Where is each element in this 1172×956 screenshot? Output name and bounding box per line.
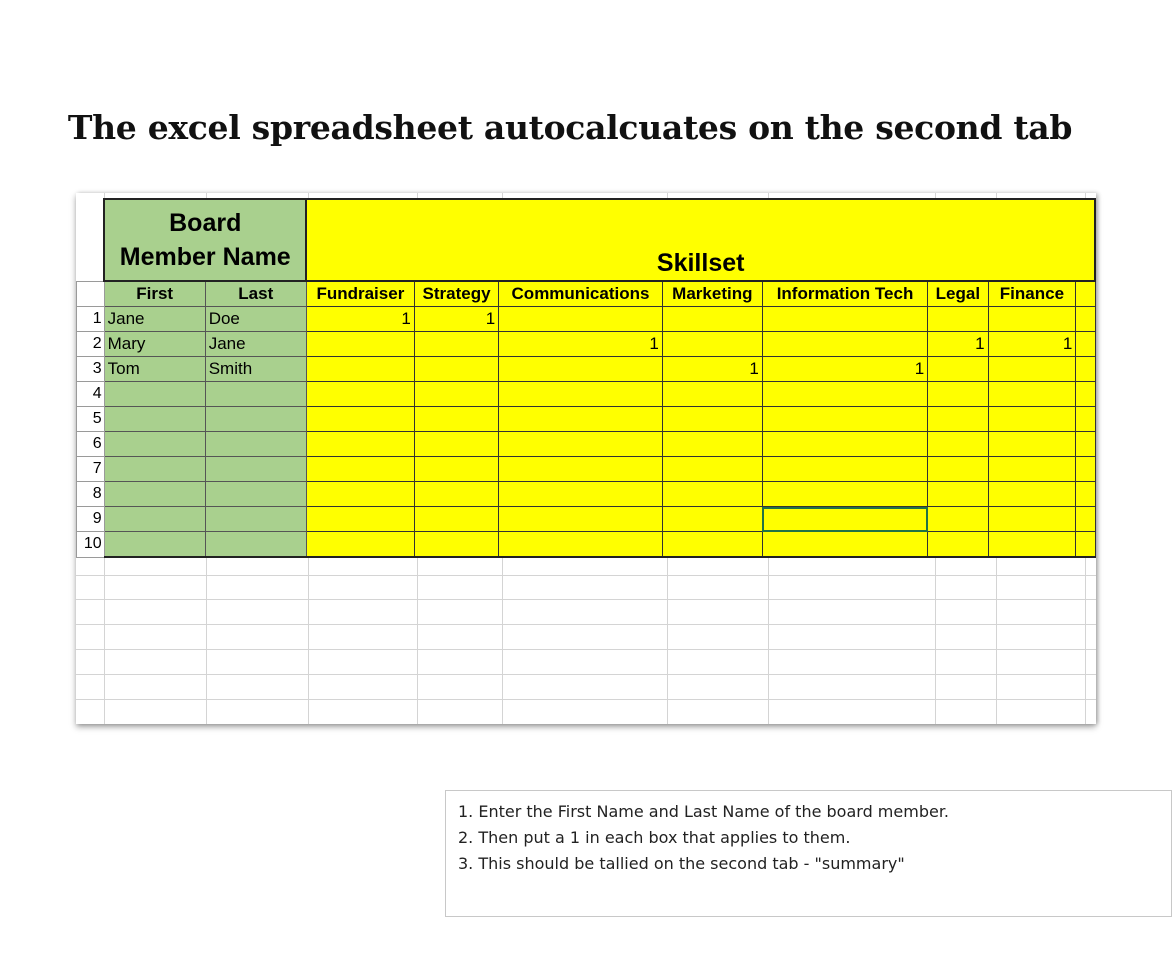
overflow-cell[interactable] — [1076, 307, 1095, 332]
skill-cell[interactable] — [762, 432, 927, 457]
skill-cell[interactable] — [928, 307, 988, 332]
table-row — [77, 332, 1096, 357]
skill-cell[interactable] — [928, 432, 988, 457]
skill-cell[interactable] — [762, 532, 927, 558]
skill-cell[interactable] — [662, 382, 762, 407]
skill-cell[interactable] — [306, 507, 414, 532]
last-name-cell[interactable] — [205, 457, 306, 482]
instruction-line: 2. Then put a 1 in each box that applies to them. — [458, 828, 851, 847]
skill-cell[interactable] — [988, 482, 1076, 507]
skill-cell[interactable] — [306, 407, 414, 432]
table-row — [77, 507, 1096, 532]
last-name-cell[interactable] — [205, 482, 306, 507]
skill-cell[interactable] — [499, 407, 663, 432]
board-header-line1: Board — [169, 209, 242, 237]
column-header-skill[interactable]: Strategy — [414, 281, 498, 307]
skill-cell[interactable] — [499, 507, 663, 532]
table-row — [77, 407, 1096, 432]
skill-cell[interactable] — [762, 482, 927, 507]
overflow-cell[interactable] — [1076, 432, 1095, 457]
row-number[interactable]: 8 — [77, 482, 105, 507]
skill-cell[interactable] — [306, 432, 414, 457]
column-header-skill[interactable]: Fundraiser — [306, 281, 414, 307]
skill-cell[interactable] — [414, 482, 498, 507]
skill-cell[interactable] — [414, 407, 498, 432]
spreadsheet[interactable] — [76, 193, 1096, 873]
column-header-skill[interactable]: Legal — [928, 281, 988, 307]
skillset-header-label: Skillset — [656, 249, 745, 277]
skill-cell[interactable] — [662, 457, 762, 482]
skill-cell[interactable] — [306, 532, 414, 558]
skill-cell[interactable] — [662, 507, 762, 532]
table-row — [77, 432, 1096, 457]
row-number[interactable]: 2 — [77, 332, 105, 357]
column-header-skill[interactable]: Communications — [499, 281, 663, 307]
first-name-cell[interactable] — [104, 482, 205, 507]
column-header-skill[interactable]: Marketing — [662, 281, 762, 307]
skill-cell[interactable] — [306, 457, 414, 482]
skill-cell[interactable] — [928, 507, 988, 532]
skill-cell[interactable] — [414, 457, 498, 482]
skill-cell[interactable] — [499, 432, 663, 457]
skill-cell[interactable] — [988, 432, 1076, 457]
last-name-cell[interactable] — [205, 382, 306, 407]
skill-cell[interactable] — [499, 357, 663, 382]
first-name-cell[interactable] — [104, 407, 205, 432]
skill-cell[interactable] — [662, 482, 762, 507]
skill-cell[interactable] — [988, 457, 1076, 482]
table-row — [77, 357, 1096, 382]
skill-cell[interactable] — [762, 507, 927, 532]
corner-cell — [77, 199, 105, 281]
skill-cell[interactable] — [499, 532, 663, 558]
skill-cell[interactable] — [988, 507, 1076, 532]
last-name-cell[interactable] — [205, 532, 306, 558]
skillset-header[interactable] — [306, 199, 1095, 281]
instruction-line: 3. This should be tallied on the second tab - "summary" — [458, 854, 905, 873]
skill-cell[interactable]: 1 — [762, 357, 927, 382]
skill-cell[interactable]: 1 — [499, 332, 663, 357]
overflow-cell[interactable] — [1076, 407, 1095, 432]
skill-cell[interactable] — [988, 382, 1076, 407]
table-row — [77, 382, 1096, 407]
overflow-cell[interactable] — [1076, 457, 1095, 482]
last-name-cell[interactable] — [205, 432, 306, 457]
first-name-cell[interactable]: Jane — [104, 307, 205, 332]
board-member-header[interactable] — [104, 199, 306, 281]
skill-cell[interactable] — [662, 332, 762, 357]
first-name-cell[interactable] — [104, 457, 205, 482]
skill-cell[interactable] — [662, 407, 762, 432]
row-number[interactable]: 6 — [77, 432, 105, 457]
instruction-line: 1. Enter the First Name and Last Name of the board member. — [458, 802, 950, 821]
last-name-cell[interactable] — [205, 407, 306, 432]
skill-cell[interactable] — [499, 307, 663, 332]
skill-cell[interactable] — [662, 432, 762, 457]
skill-cell[interactable]: 1 — [306, 307, 414, 332]
skill-cell[interactable] — [414, 332, 498, 357]
skill-cell[interactable] — [306, 482, 414, 507]
skill-cell[interactable] — [928, 482, 988, 507]
skill-cell[interactable] — [928, 382, 988, 407]
skill-cell[interactable]: 1 — [662, 357, 762, 382]
row-header-blank — [77, 281, 105, 307]
row-number[interactable]: 4 — [77, 382, 105, 407]
first-name-cell[interactable] — [104, 382, 205, 407]
column-header-overflow — [1076, 281, 1095, 307]
skill-cell[interactable] — [414, 357, 498, 382]
skill-cell[interactable] — [988, 532, 1076, 558]
skill-cell[interactable] — [762, 332, 927, 357]
last-name-cell[interactable] — [205, 507, 306, 532]
skill-cell[interactable] — [414, 507, 498, 532]
overflow-cell[interactable] — [1076, 507, 1095, 532]
first-name-cell[interactable] — [104, 507, 205, 532]
overflow-cell[interactable] — [1076, 482, 1095, 507]
skill-cell[interactable]: 1 — [928, 332, 988, 357]
skill-cell[interactable] — [928, 407, 988, 432]
skill-cell[interactable] — [928, 357, 988, 382]
skill-cell[interactable] — [762, 457, 927, 482]
column-header-last[interactable]: Last — [205, 281, 306, 307]
instructions-textbox[interactable] — [445, 790, 1172, 917]
overflow-cell[interactable] — [1076, 382, 1095, 407]
sheet-grid — [76, 198, 1096, 558]
skill-cell[interactable] — [662, 532, 762, 558]
last-name-cell[interactable]: Smith — [205, 357, 306, 382]
skill-cell[interactable] — [988, 307, 1076, 332]
page-title: The excel spreadsheet autocalcuates on the second tab — [67, 108, 1073, 147]
overflow-cell[interactable] — [1076, 332, 1095, 357]
table-row — [77, 482, 1096, 507]
skill-cell[interactable] — [306, 332, 414, 357]
row-number[interactable]: 10 — [77, 532, 105, 558]
skill-cell[interactable] — [306, 357, 414, 382]
skill-cell[interactable] — [988, 407, 1076, 432]
skill-cell[interactable]: 1 — [988, 332, 1076, 357]
last-name-cell[interactable]: Doe — [205, 307, 306, 332]
column-header-skill[interactable]: Finance — [988, 281, 1076, 307]
table-row — [77, 457, 1096, 482]
skill-cell[interactable] — [414, 432, 498, 457]
skill-cell[interactable] — [499, 482, 663, 507]
first-name-cell[interactable] — [104, 432, 205, 457]
row-number[interactable]: 7 — [77, 457, 105, 482]
skill-cell[interactable] — [762, 382, 927, 407]
row-number[interactable]: 1 — [77, 307, 105, 332]
table-row — [77, 307, 1096, 332]
table-row — [77, 532, 1096, 558]
skill-cell[interactable] — [499, 382, 663, 407]
skill-cell[interactable] — [762, 307, 927, 332]
overflow-cell[interactable] — [1076, 357, 1095, 382]
row-number[interactable]: 9 — [77, 507, 105, 532]
first-name-cell[interactable] — [104, 532, 205, 558]
row-number[interactable]: 5 — [77, 407, 105, 432]
skill-cell[interactable] — [988, 357, 1076, 382]
last-name-cell[interactable]: Jane — [205, 332, 306, 357]
column-header-first[interactable]: First — [104, 281, 205, 307]
skill-cell[interactable] — [499, 457, 663, 482]
skill-cell[interactable] — [762, 407, 927, 432]
skill-cell[interactable] — [414, 532, 498, 558]
skill-cell[interactable] — [928, 457, 988, 482]
skill-cell[interactable] — [414, 382, 498, 407]
overflow-cell[interactable] — [1076, 532, 1095, 558]
first-name-cell[interactable]: Mary — [104, 332, 205, 357]
first-name-cell[interactable]: Tom — [104, 357, 205, 382]
column-header-skill[interactable]: Information Tech — [762, 281, 927, 307]
row-number[interactable]: 3 — [77, 357, 105, 382]
skill-cell[interactable] — [306, 382, 414, 407]
skill-cell[interactable] — [662, 307, 762, 332]
skill-cell[interactable] — [928, 532, 988, 558]
skill-cell[interactable]: 1 — [414, 307, 498, 332]
board-header-line2: Member Name — [119, 243, 291, 271]
